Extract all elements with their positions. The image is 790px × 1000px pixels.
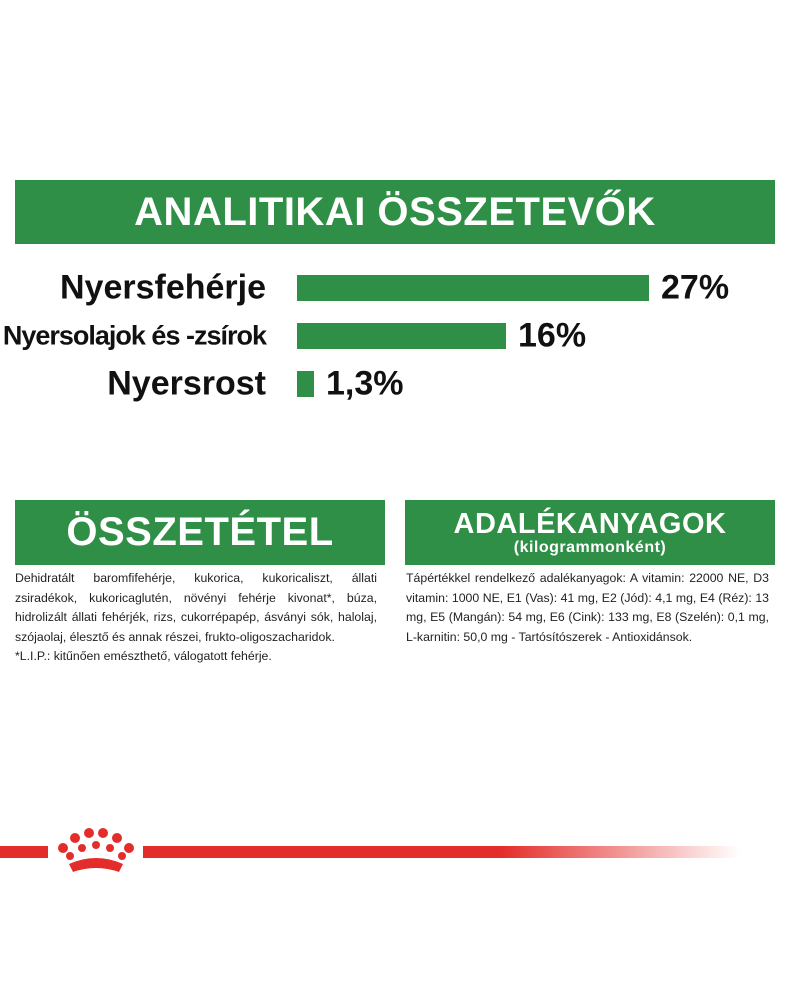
row-value: 27% bbox=[661, 268, 730, 307]
composition-text: Dehidratált baromfifehérje, kukorica, kukoricaliszt, állati zsiradékok, kukoricaglutén, növényi fehérje kivonat*, búza, hidrolizált állati fehérjék, rizs, cukorrépapép, ásványi sók, halolaj, szójaolaj, élesztő és annak részei, frukto-oligoszacharidok. bbox=[15, 571, 377, 644]
composition-banner bbox=[15, 500, 385, 565]
composition-text-block bbox=[15, 569, 377, 667]
row-value: 16% bbox=[518, 316, 587, 355]
value-bar bbox=[297, 275, 649, 301]
analytical-row bbox=[0, 359, 790, 409]
analytical-row bbox=[0, 311, 790, 361]
row-value: 1,3% bbox=[326, 364, 404, 403]
composition-title: ÖSSZETÉTEL bbox=[66, 510, 334, 554]
additives-banner bbox=[405, 500, 775, 565]
divider-right bbox=[143, 846, 740, 858]
row-label: Nyersrost bbox=[107, 364, 266, 403]
value-bar bbox=[297, 323, 506, 349]
analytical-row bbox=[0, 263, 790, 313]
row-label: Nyersfehérje bbox=[59, 268, 266, 307]
additives-text: Tápértékkel rendelkező adalékanyagok: A vitamin: 22000 NE, D3 vitamin: 1000 NE, E1 (Vas): 41 mg, E2 (Jód): 4,1 mg, E4 (Réz): 13 mg, E5 (Mangán): 54 mg, E6 (Cink): 133 mg, E8 (Szelén): 0,1 mg, L-karnitin: 50,0 mg - Tartósítószerek - Antioxidánsok. bbox=[406, 571, 769, 644]
divider-left bbox=[0, 846, 48, 858]
row-label: Nyersolajok és -zsírok bbox=[2, 320, 266, 351]
composition-note: *L.I.P.: kitűnően emészthető, válogatott fehérje. bbox=[15, 649, 272, 664]
analytical-banner bbox=[15, 180, 775, 244]
crown-icon bbox=[55, 826, 137, 874]
additives-subtitle: (kilogrammonként) bbox=[513, 538, 667, 556]
analytical-title: ANALITIKAI ÖSSZETEVŐK bbox=[134, 189, 656, 234]
value-bar bbox=[297, 371, 314, 397]
additives-text-block bbox=[406, 569, 769, 647]
additives-title: ADALÉKANYAGOK bbox=[453, 507, 727, 540]
